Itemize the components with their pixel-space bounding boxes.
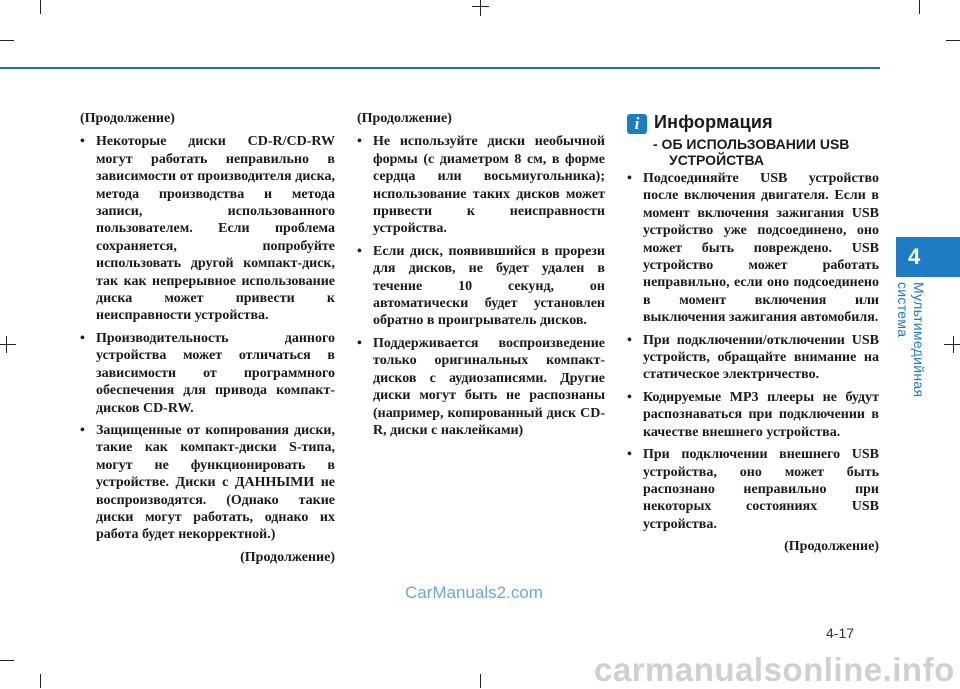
crop-mark: [40, 674, 41, 688]
list-item: • Подсоединяйте USB устройство после включения двигателя. Если в момент включения зажигания USB устройство уже подсоединено, оно может быть повреждено. USB устройство может работать неправильно, если оно подсоединено в момент включения или выключения зажигания автомобиля.: [625, 170, 879, 327]
info-title: Информация: [654, 112, 773, 132]
bullet-list: [625, 170, 879, 533]
column-right: [625, 170, 879, 556]
crop-mark: [953, 336, 954, 353]
list-item: • При подключении/отключении USB устройств, обращайте внимание на статическое электричество.: [625, 332, 879, 384]
continued-label: (Продолжение): [357, 111, 452, 126]
info-subtitle-line1: - ОБ ИСПОЛЬЗОВАНИИ USB: [653, 136, 850, 152]
list-item: • Производительность данного устройства может отличаться в зависимости от программного обеспечения для привода компакт-дисков CD-RW.: [78, 330, 335, 417]
crop-mark: [40, 0, 41, 14]
bullet-list: [355, 133, 605, 439]
list-item: • Поддерживается воспроизведение только оригинальных компакт-дисков с аудиозаписями. Другие диски могут быть не распознаны (например, копированный диск CD-R, диски с наклейками): [355, 335, 605, 439]
header-rule: [0, 67, 880, 69]
watermark-link[interactable]: CarManuals2.com: [405, 583, 543, 602]
crop-mark: [0, 660, 14, 661]
list-item: • Не используйте диски необычной формы (с диаметром 8 см, в форме сердца или восьмиугольника); использование таких дисков может привести к неисправности устройства.: [355, 133, 605, 237]
continued-end-label: (Продолжение): [240, 549, 335, 565]
continued-end-label: (Продолжение): [784, 539, 879, 555]
page-number: 4-17: [826, 625, 855, 641]
crop-mark: [946, 40, 960, 41]
bullet-list: [78, 133, 335, 543]
list-item: • Некоторые диски CD-R/CD-RW могут работать неправильно в зависимости от производителя диска, метода производства и метода записи, использованного пользователем. Если проблема сохраняется, попробуйте использовать другой компакт-диск, так как непрерывное использование диска может привести к неисправности устройства.: [78, 133, 335, 324]
chapter-title: Мультимедийная система: [895, 282, 927, 398]
crop-mark: [480, 674, 481, 688]
watermark-footer[interactable]: carmanualsonline.info: [594, 651, 955, 688]
info-icon: i: [627, 114, 647, 134]
crop-mark: [0, 344, 16, 345]
column-left: [78, 110, 335, 566]
info-subtitle-line2: УСТРОЙСТВА: [669, 152, 764, 168]
list-item: • Кодируемые MP3 плееры не будут распознаваться при подключении в качестве внешнего устройства.: [625, 389, 879, 441]
chapter-tab: 4: [896, 237, 960, 277]
list-item: • При подключении внешнего USB устройства, оно может быть распознано неправильно при некоторых состояниях USB устройства.: [625, 446, 879, 533]
info-subtitle: [653, 136, 903, 168]
crop-mark: [0, 40, 14, 41]
continued-label: (Продолжение): [80, 111, 175, 126]
crop-mark: [480, 0, 481, 16]
crop-mark: [944, 344, 960, 345]
list-item: • Если диск, появившийся в прорези для дисков, не будет удален в течение 10 секунд, он автоматически будет установлен обратно в проигрыватель дисков.: [355, 243, 605, 330]
column-middle: [355, 110, 605, 444]
crop-mark: [919, 0, 920, 14]
crop-mark: [472, 6, 489, 7]
crop-mark: [6, 336, 7, 353]
list-item: • Защищенные от копирования диски, такие как компакт-диски S-типа, могут не функционировать в устройстве. Диски с ДАННЫМИ не воспроизводятся. (Однако такие диски могут работать, однако их работа будет некорректной.): [78, 422, 335, 544]
